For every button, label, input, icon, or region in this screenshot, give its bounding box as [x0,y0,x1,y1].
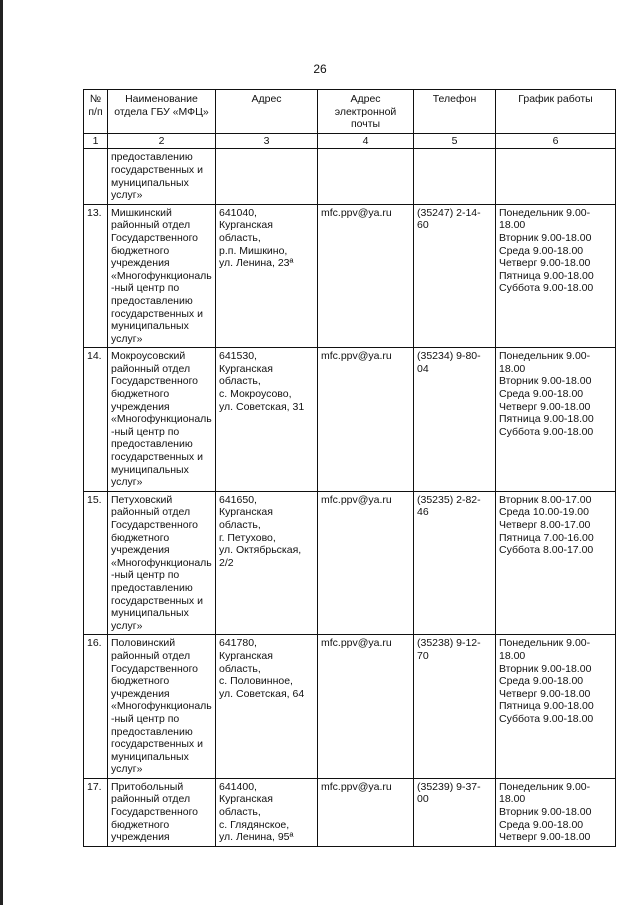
office-address-line: ул. Советская, 64 [219,687,305,700]
office-name [108,778,216,846]
office-name-line: -ный центр по [111,569,180,582]
office-schedule [496,635,616,779]
office-name-line: «Многофункциональ [111,700,212,713]
office-name-line: услуг» [111,763,143,776]
office-name-line: Государственного [111,231,199,244]
office-schedule-line: Среда 9.00-18.00 [499,244,584,257]
office-name-line: предоставлению [111,725,193,738]
column-number: 6 [496,133,616,149]
header-phone: Телефон [414,90,496,134]
office-address-line: ул. Советская, 31 [219,400,305,413]
office-schedule-line: Суббота 9.00-18.00 [499,425,594,438]
office-name-line: государственных и [111,451,203,464]
office-name-line: Мишкинский [111,206,172,219]
column-number: 4 [318,133,414,149]
office-schedule-line: Пятница 9.00-18.00 [499,700,594,713]
table-body [84,149,616,846]
office-schedule-line: Понедельник 9.00-18.00 [499,637,591,662]
office-name-line: государственных и [111,163,203,176]
row-number: 15. [84,491,108,635]
office-name-line: районный отдел [111,219,191,232]
office-address [216,149,318,204]
office-name-line: -ный центр по [111,425,180,438]
office-schedule-line: Среда 9.00-18.00 [499,675,584,688]
office-address-line: 2/2 [219,556,234,569]
office-address-line: 641530, [219,350,257,363]
office-name-line: «Многофункциональ [111,413,212,426]
column-number: 2 [108,133,216,149]
office-name-line: районный отдел [111,506,191,519]
office-phone: (35238) 9-12-70 [414,635,496,779]
office-address-line: ул. Ленина, 23ª [219,257,294,270]
office-schedule [496,204,616,348]
office-name-line: районный отдел [111,649,191,662]
header-name: Наименование отдела ГБУ «МФЦ» [108,90,216,134]
office-name-line: государственных и [111,307,203,320]
office-name-line: бюджетного [111,675,170,688]
office-name [108,149,216,204]
office-phone: (35235) 2-82-46 [414,491,496,635]
office-address-line: 641040, [219,206,257,219]
office-name-line: услуг» [111,332,143,345]
office-address-line: область, [219,519,261,531]
office-name-line: бюджетного [111,818,170,831]
office-address-line: область, [219,231,261,244]
header-email: Адрес электронной почты [318,90,414,134]
row-number: 16. [84,635,108,779]
office-phone [414,149,496,204]
office-name-line: услуг» [111,619,143,632]
office-address-line: 641400, [219,780,257,793]
office-name [108,348,216,492]
office-name-line: муниципальных [111,176,189,189]
office-schedule-line: Понедельник 9.00-18.00 [499,780,591,806]
office-name-line: учреждения [111,544,170,557]
office-name-line: предоставлению [111,294,193,307]
office-schedule-line: Среда 9.00-18.00 [499,388,584,401]
office-email: mfc.ppv@ya.ru [318,778,414,846]
office-address-line: с. Половинное, [219,675,293,688]
header-num: № п/п [84,90,108,134]
office-schedule-line: Вторник 9.00-18.00 [499,806,592,819]
office-schedule-line: Понедельник 9.00-18.00 [499,206,591,232]
office-name-line: муниципальных [111,607,189,620]
office-address-line: с. Мокроусово, [219,388,292,401]
office-name-line: муниципальных [111,320,189,333]
table-row [84,348,616,492]
office-email [318,149,414,204]
office-address-line: Курганская [219,793,273,806]
office-schedule [496,348,616,492]
office-schedule-line: Четверг 9.00-18.00 [499,831,591,844]
office-schedule-line: Пятница 7.00-16.00 [499,531,594,544]
office-name [108,491,216,635]
office-name-line: Половинский [111,637,176,650]
office-email: mfc.ppv@ya.ru [318,491,414,635]
office-schedule-line: Суббота 9.00-18.00 [499,282,594,295]
scan-edge [0,0,3,905]
office-schedule [496,491,616,635]
header-row [84,90,616,134]
office-email: mfc.ppv@ya.ru [318,348,414,492]
office-address-line: Курганская [219,219,273,232]
table-row [84,204,616,348]
office-schedule-line: Четверг 9.00-18.00 [499,687,591,700]
office-address-line: р.п. Мишкино, [219,244,288,257]
office-phone: (35239) 9-37-00 [414,778,496,846]
header-address: Адрес [216,90,318,134]
column-number: 1 [84,133,108,149]
office-name-line: учреждения [111,257,170,270]
office-schedule-line: Вторник 9.00-18.00 [499,231,592,244]
office-name-line: Мокроусовский [111,350,186,363]
office-name-line: -ный центр по [111,712,180,725]
office-schedule-line: Пятница 9.00-18.00 [499,269,594,282]
office-address-line: Курганская [219,362,273,375]
office-address-line: г. Петухово, [219,531,276,544]
office-name-line: Притобольный [111,780,184,793]
office-name-line: бюджетного [111,388,170,401]
office-schedule [496,149,616,204]
row-number: 17. [84,778,108,846]
office-schedule [496,778,616,846]
office-name-line: Государственного [111,375,199,388]
row-number: 13. [84,204,108,348]
office-address-line: 641780, [219,637,257,650]
office-schedule-line: Пятница 9.00-18.00 [499,413,594,426]
office-schedule-line: Вторник 8.00-17.00 [499,493,592,506]
office-address [216,204,318,348]
office-name-line: учреждения [111,687,170,700]
office-address [216,778,318,846]
office-name-line: Государственного [111,519,199,531]
office-name-line: районный отдел [111,362,191,375]
office-name-line: предоставлению [111,581,193,594]
office-name [108,635,216,779]
table-row [84,491,616,635]
office-name-line: предоставлению [111,438,193,451]
office-name-line: бюджетного [111,244,170,257]
office-name-line: муниципальных [111,463,189,476]
office-name-line: муниципальных [111,750,189,763]
office-name-line: «Многофункциональ [111,269,212,282]
office-name-line: учреждения [111,400,170,413]
office-address-line: с. Глядянское, [219,818,290,831]
row-number: 14. [84,348,108,492]
office-name-line: Государственного [111,806,199,819]
row-number [84,149,108,204]
office-name-line: бюджетного [111,531,170,544]
office-name [108,204,216,348]
office-address [216,491,318,635]
office-address [216,635,318,779]
page-number: 26 [313,62,327,76]
office-schedule-line: Вторник 9.00-18.00 [499,662,592,675]
table-row [84,778,616,846]
office-name-line: услуг» [111,189,143,202]
header-schedule: График работы [496,90,616,134]
office-address-line: ул. Октябрьская, [219,544,302,557]
office-address-line: 641650, [219,493,257,506]
office-schedule-line: Понедельник 9.00-18.00 [499,350,591,375]
office-address-line: ул. Ленина, 95ª [219,831,294,844]
table-row [84,635,616,779]
office-email: mfc.ppv@ya.ru [318,635,414,779]
office-name-line: предоставлению [111,151,193,164]
office-name-line: учреждения [111,831,170,844]
office-address-line: Курганская [219,649,273,662]
office-schedule-line: Среда 10.00-19.00 [499,506,589,519]
office-name-line: государственных и [111,594,203,607]
office-schedule-line: Среда 9.00-18.00 [499,818,584,831]
office-schedule-line: Суббота 8.00-17.00 [499,544,594,557]
office-address-line: область, [219,375,261,388]
office-address-line: Курганская [219,506,273,519]
office-name-line: районный отдел [111,793,191,806]
office-schedule-line: Четверг 9.00-18.00 [499,400,591,413]
office-address-line: область, [219,806,261,819]
office-name-line: -ный центр по [111,282,180,295]
office-name-line: государственных и [111,738,203,751]
column-number: 5 [414,133,496,149]
office-address-line: область, [219,662,261,675]
office-phone: (35247) 2-14-60 [414,204,496,348]
column-numbers-row [84,133,616,149]
office-name-line: Государственного [111,662,199,675]
office-schedule-line: Четверг 8.00-17.00 [499,519,591,531]
table-row-continuation [84,149,616,204]
office-name-line: услуг» [111,476,143,489]
office-schedule-line: Вторник 9.00-18.00 [499,375,592,388]
mfc-offices-table [83,89,616,847]
office-name-line: Петуховский [111,493,173,506]
office-schedule-line: Четверг 9.00-18.00 [499,257,591,270]
office-phone: (35234) 9-80-04 [414,348,496,492]
office-address [216,348,318,492]
office-name-line: «Многофункциональ [111,556,212,569]
office-email: mfc.ppv@ya.ru [318,204,414,348]
column-number: 3 [216,133,318,149]
office-schedule-line: Суббота 9.00-18.00 [499,712,594,725]
